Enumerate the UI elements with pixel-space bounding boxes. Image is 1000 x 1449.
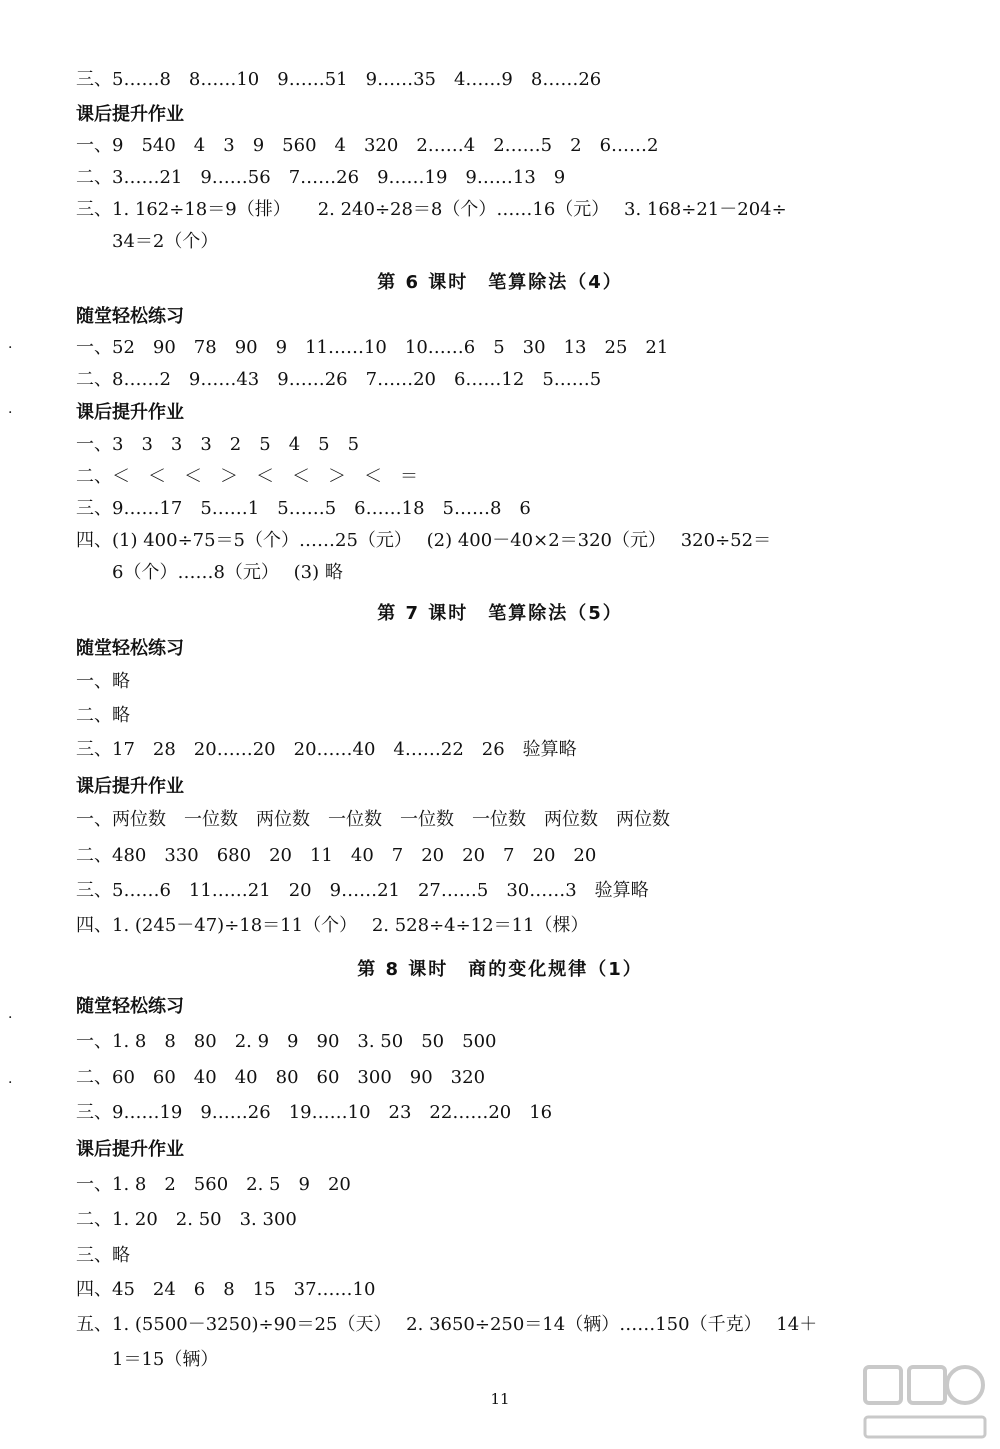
answer-line: 二、3……21 9……56 7……26 9……19 9……13 9 xyxy=(76,167,566,188)
section-heading: 课后提升作业 xyxy=(76,104,184,125)
answer-line: 三、9……19 9……26 19……10 23 22……20 16 xyxy=(76,1102,553,1123)
answer-line: 一、9 540 4 3 9 560 4 320 2……4 2……5 2 6……2 xyxy=(76,135,659,156)
section-heading: 随堂轻松练习 xyxy=(76,996,184,1017)
answer-line: 三、5……6 11……21 20 9……21 27……5 30……3 验算略 xyxy=(76,880,649,901)
lesson-title: 第 6 课时 笔算除法（4） xyxy=(377,272,623,293)
answer-line: 一、略 xyxy=(76,671,130,692)
answer-line: 二、略 xyxy=(76,705,130,726)
section-heading: 课后提升作业 xyxy=(76,402,184,423)
answer-line: 三、9……17 5……1 5……5 6……18 5……8 6 xyxy=(76,498,531,519)
section-heading: 课后提升作业 xyxy=(76,1139,184,1160)
answer-line: 三、17 28 20……20 20……40 4……22 26 验算略 xyxy=(76,739,577,760)
scan-mark: · xyxy=(8,1075,13,1091)
answer-line: 四、1. (245－47)÷18＝11（个） 2. 528÷4÷12＝11（棵） xyxy=(76,915,589,936)
answer-line: 一、两位数 一位数 两位数 一位数 一位数 一位数 两位数 两位数 xyxy=(76,809,670,830)
answer-line: 四、(1) 400÷75＝5（个）……25（元） (2) 400－40×2＝320（元） 320÷52＝ xyxy=(76,530,772,551)
scan-mark: · xyxy=(8,340,13,356)
scan-mark: · xyxy=(8,1010,13,1026)
answer-line: 一、3 3 3 3 2 5 4 5 5 xyxy=(76,434,360,455)
answer-line: 五、1. (5500－3250)÷90＝25（天） 2. 3650÷250＝14（辆）……150（千克） 14＋ xyxy=(76,1314,818,1335)
answer-line: 一、52 90 78 90 9 11……10 10……6 5 30 13 25 21 xyxy=(76,337,669,358)
page-number: 11 xyxy=(490,1390,510,1408)
answer-line: 三、5……8 8……10 9……51 9……35 4……9 8……26 xyxy=(76,69,602,90)
lesson-title: 第 8 课时 商的变化规律（1） xyxy=(357,959,643,980)
watermark-logo xyxy=(855,1355,995,1445)
answer-line: 三、略 xyxy=(76,1245,130,1266)
section-heading: 随堂轻松练习 xyxy=(76,638,184,659)
answer-line: 二、1. 20 2. 50 3. 300 xyxy=(76,1209,297,1230)
answer-line: 6（个）……8（元） (3) 略 xyxy=(112,562,343,583)
answer-line: 三、1. 162÷18＝9（排） 2. 240÷28＝8（个）……16（元） 3. 168÷21－204÷ xyxy=(76,199,787,220)
answer-line: 一、1. 8 8 80 2. 9 9 90 3. 50 50 500 xyxy=(76,1031,497,1052)
answer-line: 1＝15（辆） xyxy=(112,1349,219,1370)
answer-line: 一、1. 8 2 560 2. 5 9 20 xyxy=(76,1174,351,1195)
answer-line: 34＝2（个） xyxy=(112,231,219,252)
scan-mark: · xyxy=(8,405,13,421)
answer-line: 二、480 330 680 20 11 40 7 20 20 7 20 20 xyxy=(76,845,597,866)
answer-line: 二、60 60 40 40 80 60 300 90 320 xyxy=(76,1067,486,1088)
answer-line: 四、45 24 6 8 15 37……10 xyxy=(76,1279,376,1300)
section-heading: 课后提升作业 xyxy=(76,776,184,797)
answer-line: 二、8……2 9……43 9……26 7……20 6……12 5……5 xyxy=(76,369,602,390)
section-heading: 随堂轻松练习 xyxy=(76,306,184,327)
answer-line: 二、＜ ＜ ＜ ＞ ＜ ＜ ＞ ＜ ＝ xyxy=(76,466,418,487)
lesson-title: 第 7 课时 笔算除法（5） xyxy=(377,603,623,624)
